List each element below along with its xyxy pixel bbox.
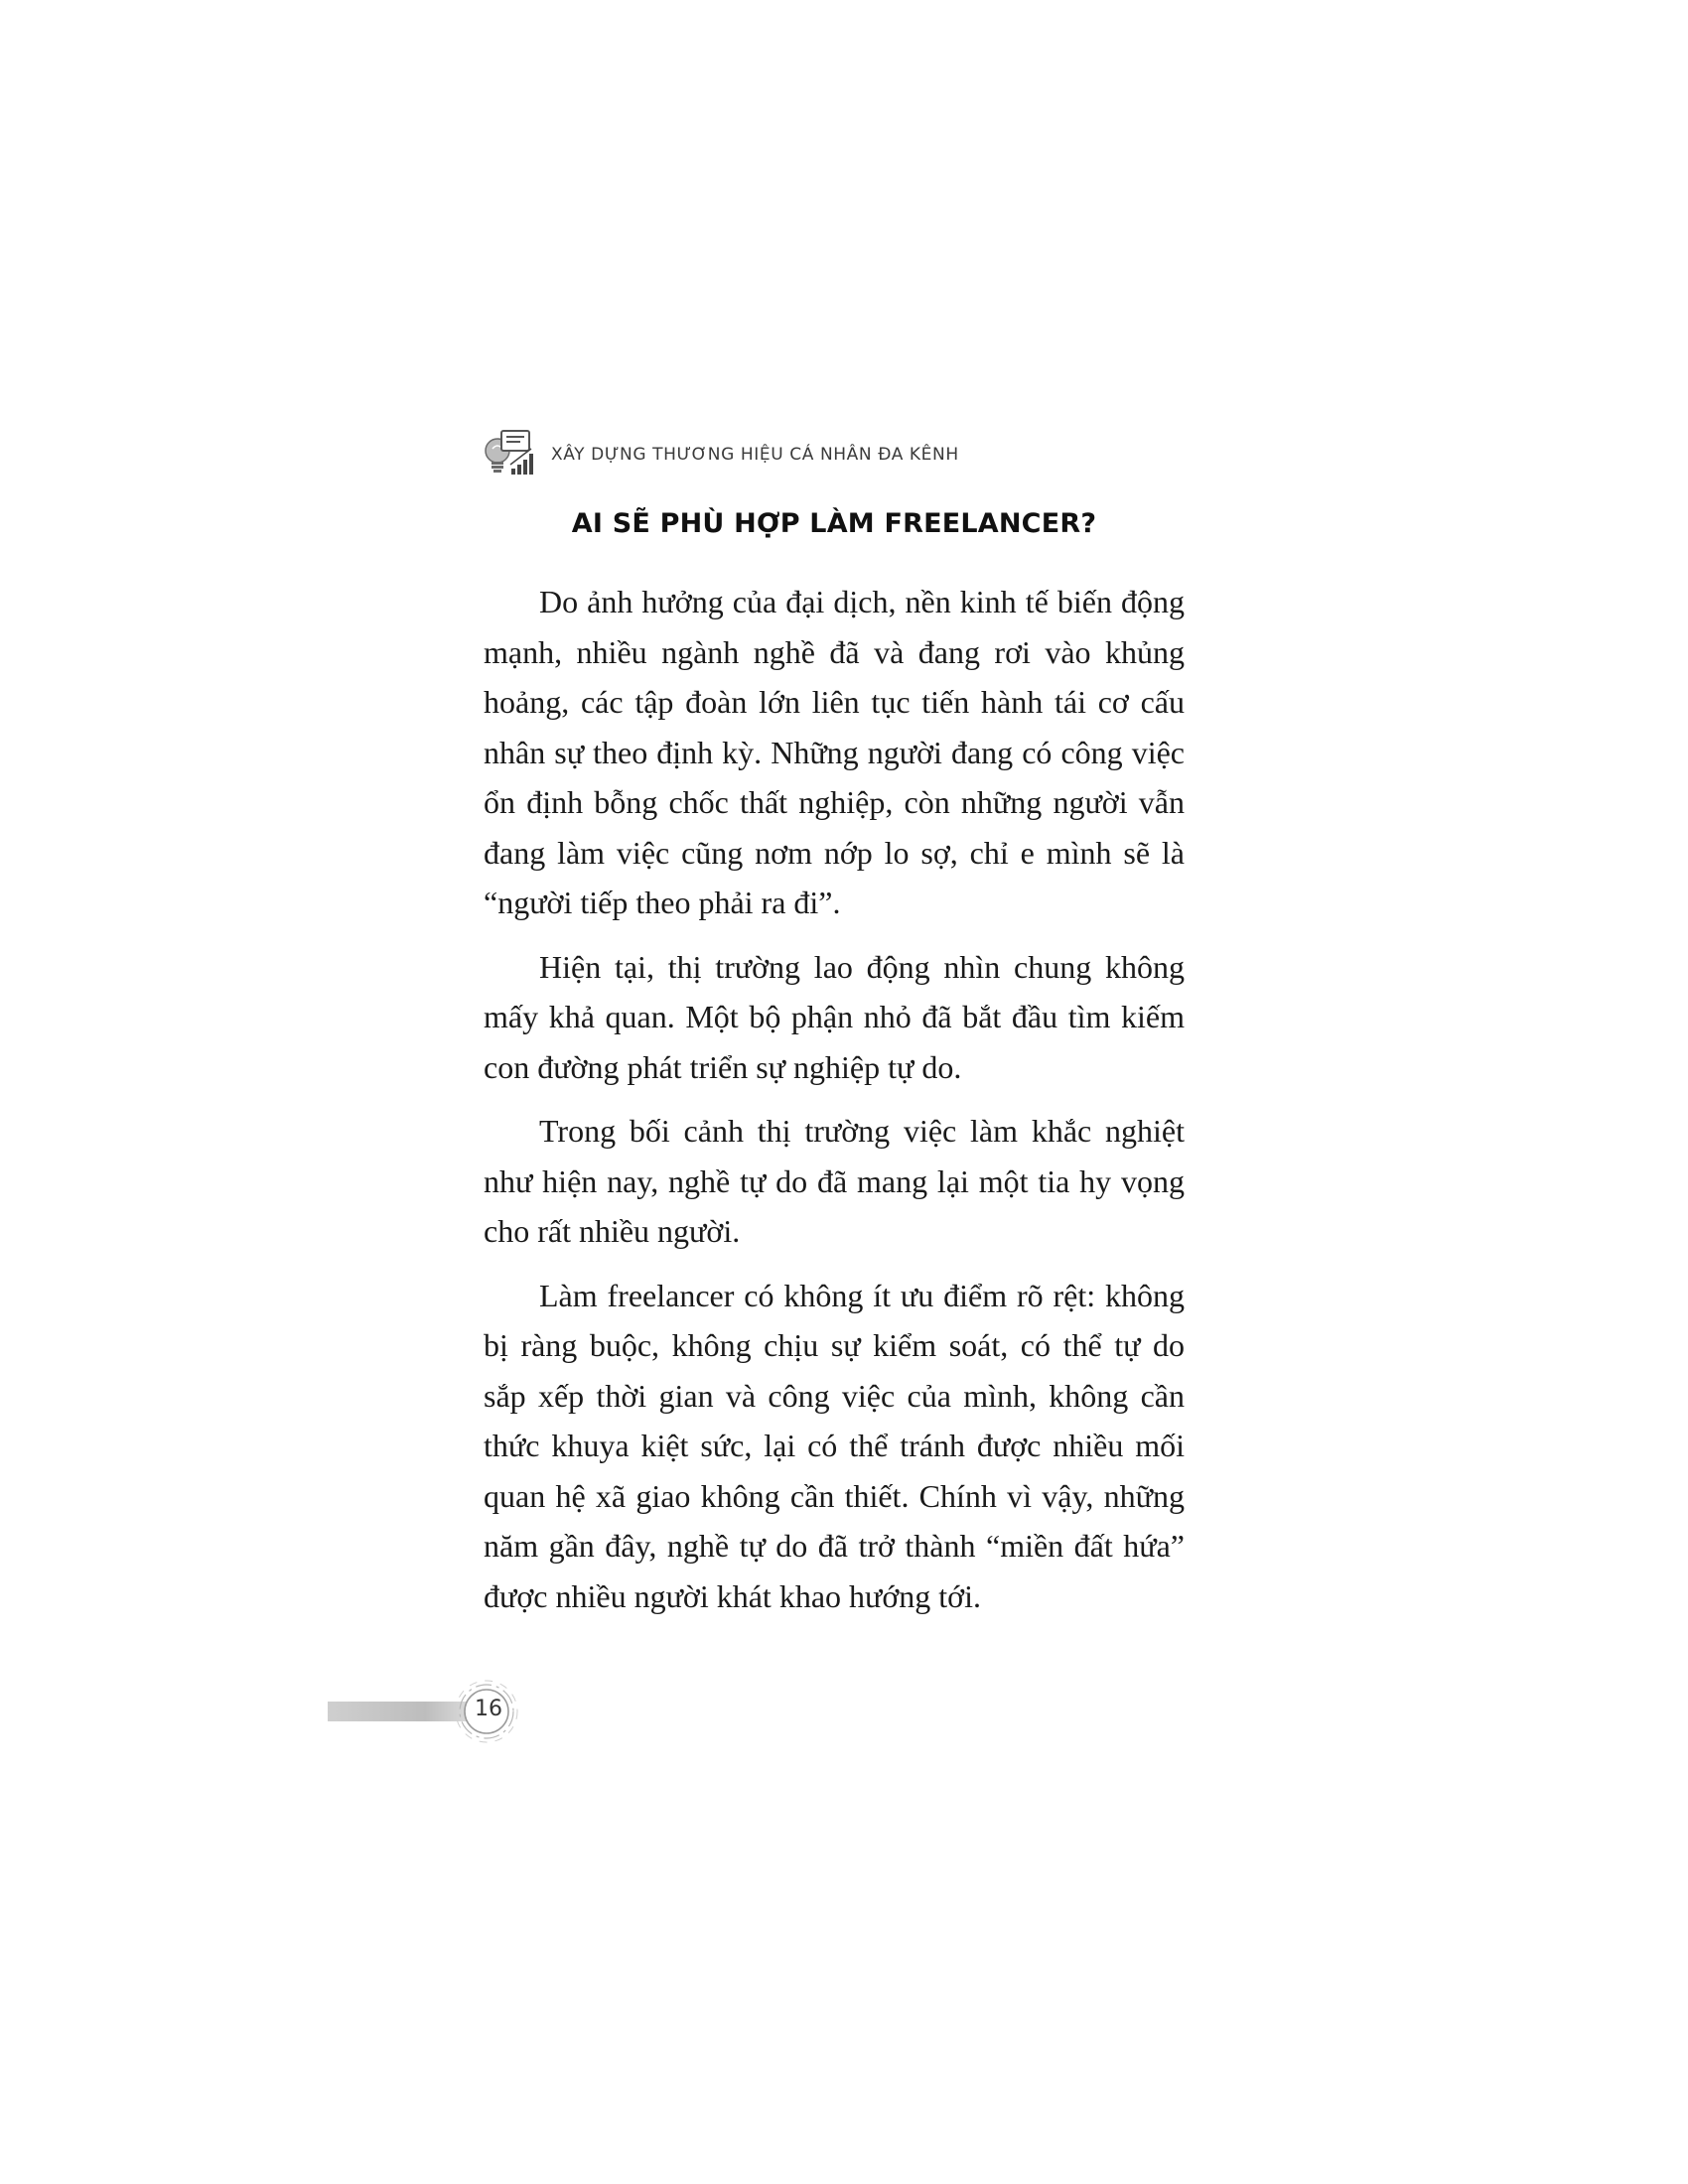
paragraph: Do ảnh hưởng của đại dịch, nền kinh tế biến động mạnh, nhiều ngành nghề đã và đang rơi vào khủng hoảng, các tập đoàn lớn liên tục tiến hành tái cơ cấu nhân sự theo định kỳ. Những người đang có công việc ổn định bỗng chốc thất nghiệp, còn những người vẫn đang làm việc cũng nơm nớp lo sợ, chỉ e mình sẽ là “người tiếp theo phải ra đi”.: [484, 584, 1185, 920]
section-title: AI SẼ PHÙ HỢP LÀM FREELANCER?: [571, 508, 1097, 539]
page-footer: [328, 1680, 526, 1739]
paragraph: Trong bối cảnh thị trường việc làm khắc nghiệt như hiện nay, nghề tự do đã mang lại một tia hy vọng cho rất nhiều người.: [484, 1113, 1185, 1249]
running-header: [480, 425, 1195, 484]
footer-gradient-bar: [328, 1702, 467, 1721]
running-title: XÂY DỰNG THƯƠNG HIỆU CÁ NHÂN ĐA KÊNH: [551, 445, 959, 465]
paragraph: Làm freelancer có không ít ưu điểm rõ rệt: không bị ràng buộc, không chịu sự kiểm soát, có thể tự do sắp xếp thời gian và công việc của mình, không cần thức khuya kiệt sức, lại có thể tránh được nhiều mối quan hệ xã giao không cần thiết. Chính vì vậy, những năm gần đây, nghề tự do đã trở thành “miền đất hứa” được nhiều người khát khao hướng tới.: [484, 1277, 1185, 1614]
page-number: 16: [475, 1697, 502, 1721]
lightbulb-chart-icon: [480, 425, 539, 484]
paragraph: Hiện tại, thị trường lao động nhìn chung không mấy khả quan. Một bộ phận nhỏ đã bắt đầu tìm kiếm con đường phát triển sự nghiệp tự do.: [484, 948, 1185, 1085]
body-text: [484, 577, 1185, 1635]
